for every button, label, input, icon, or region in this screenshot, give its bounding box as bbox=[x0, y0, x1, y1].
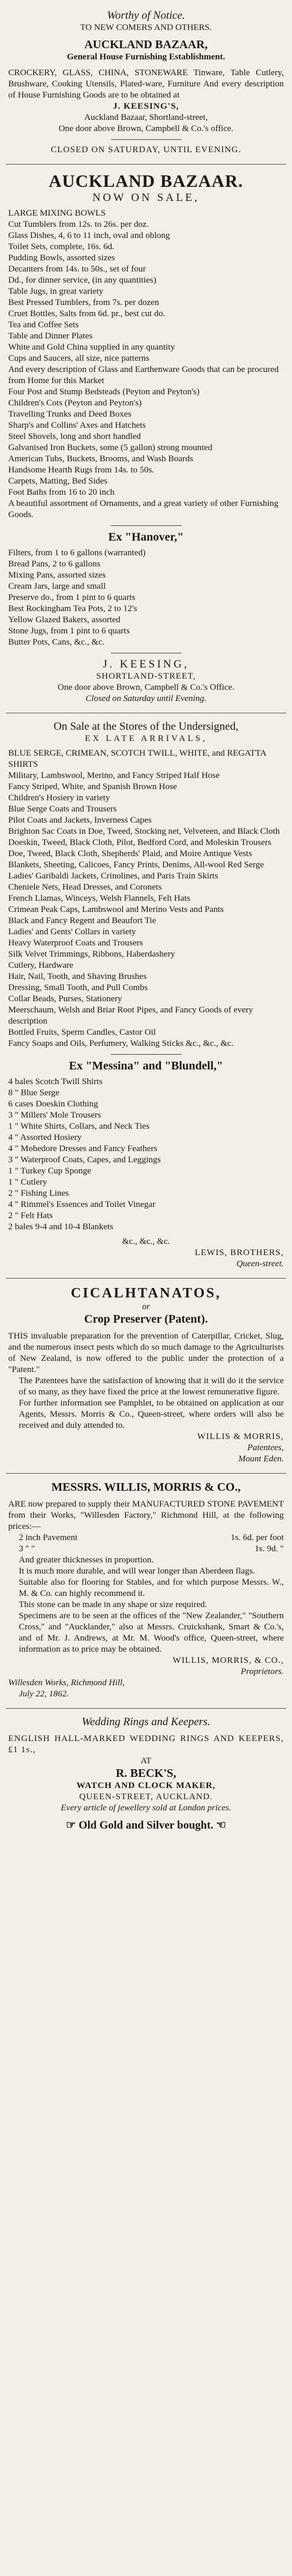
ship-heading: Ex "Messina" and "Blundell," bbox=[69, 1059, 223, 1072]
advert-body-3: For further information see Pamphlet, to be obtained on application at our Agents, Messrs. Morris & Co., Queen-street, where orders will also be received and duly attended to. bbox=[19, 1398, 284, 1430]
advert-crop-preserver bbox=[6, 1279, 286, 1474]
footer-notice: ☞ Old Gold and Silver bought. ☜ bbox=[66, 1819, 226, 1832]
list-item: Cut Tumblers from 12s. to 26s. per doz. bbox=[8, 220, 149, 229]
hanover-goods-list bbox=[8, 548, 284, 648]
list-item: BLUE SERGE, CRIMEAN, SCOTCH TWILL, WHITE, and REGATTA SHIRTS bbox=[8, 749, 266, 769]
advert-auckland-bazaar bbox=[6, 165, 286, 713]
goods-list bbox=[8, 208, 284, 521]
list-item: Children's Hosiery in variety bbox=[8, 793, 110, 803]
etc-line: &c., &c., &c. bbox=[122, 1237, 170, 1246]
business-name: AUCKLAND BAZAAR, bbox=[84, 38, 208, 51]
list-item: Yellow Glazed Bakers, assorted bbox=[8, 615, 120, 625]
goods-list bbox=[8, 748, 284, 1049]
signer-name: WILLIS, MORRIS, & CO., bbox=[172, 1656, 284, 1665]
closing-notice: Closed on Saturday until Evening. bbox=[85, 694, 207, 703]
price-note: And greater thicknesses in proportion. bbox=[19, 1555, 154, 1565]
list-item: Sharp's and Collins' Axes and Hatchets bbox=[8, 421, 146, 430]
list-item: Blankets, Sheeting, Calicoes, Fancy Prints, Denims, All-wool Red Serge bbox=[8, 860, 264, 870]
advert-intro: On Sale at the Stores of the Undersigned, bbox=[53, 720, 239, 733]
proprietor-name: J. KEESING'S, bbox=[113, 102, 179, 111]
advert-body-4: This stone can be made in any shape or size required. bbox=[19, 1600, 207, 1609]
proprietor-name: J. KEESING, bbox=[103, 658, 189, 670]
divider bbox=[111, 139, 182, 140]
list-item: 1 " Cutlery bbox=[8, 1178, 48, 1187]
newspaper-column bbox=[6, 0, 286, 1840]
list-item: 1 " Turkey Cup Sponge bbox=[8, 1166, 92, 1176]
business-name: MESSRS. WILLIS, MORRIS & CO., bbox=[51, 1481, 241, 1494]
list-item: 8 " Blue Serge bbox=[8, 1088, 60, 1098]
signer-place: Queen-street. bbox=[236, 1259, 284, 1269]
list-item: Ladies' Garibaldi Jackets, Crinolines, and Paris Train Skirts bbox=[8, 871, 219, 881]
advert-body-2: It is much more durable, and will wear longer than Aberdeen flags. bbox=[19, 1567, 255, 1576]
list-item: Fancy Striped, White, and Spanish Brown Hose bbox=[8, 782, 177, 791]
signer-place: Mount Eden. bbox=[238, 1454, 284, 1464]
at-text: AT bbox=[140, 1756, 152, 1766]
list-item: Tea and Coffee Sets bbox=[8, 320, 79, 330]
plate-note: Every article of jewellery sold at London prices. bbox=[61, 1803, 231, 1813]
list-item: 2 " Fishing Lines bbox=[8, 1189, 69, 1198]
business-name: AUCKLAND BAZAAR. bbox=[48, 172, 243, 191]
list-item: Table Jugs, in great variety bbox=[8, 287, 103, 296]
list-item: Pilot Coats and Jackets, Inverness Capes bbox=[8, 816, 152, 825]
signer-name: WILLIS & MORRIS, bbox=[197, 1432, 284, 1441]
price-row bbox=[8, 1532, 284, 1544]
or-text: or bbox=[142, 1302, 150, 1312]
list-item: 6 cases Doeskin Clothing bbox=[8, 1099, 98, 1109]
list-item: Doeskin, Tweed, Black Cloth, Pilot, Bedford Cord, and Moleskin Trousers bbox=[8, 838, 271, 847]
signer-name: LEWIS, BROTHERS, bbox=[194, 1248, 284, 1257]
list-item: Best Rockingham Tea Pots, 2 to 12's bbox=[8, 604, 137, 613]
list-item: Preserve do., from 1 pint to 6 quarts bbox=[8, 593, 136, 602]
list-item: Butter Pots, Cans, &c., &c. bbox=[8, 638, 105, 647]
advert-worthy-of-notice bbox=[6, 2, 286, 165]
advert-title: Wedding Rings and Keepers. bbox=[82, 1716, 210, 1728]
list-item: Dressing, Small Tooth, and Pull Combs bbox=[8, 983, 148, 992]
advert-title: Worthy of Notice. bbox=[107, 9, 185, 22]
list-item: Military, Lambswool, Merino, and Fancy Striped Half Hose bbox=[8, 771, 220, 780]
list-item: LARGE MIXING BOWLS bbox=[8, 209, 106, 218]
list-item: Steel Shovels, long and short handled bbox=[8, 432, 141, 441]
closing-notice: CLOSED ON SATURDAY, UNTIL EVENING. bbox=[51, 145, 241, 155]
list-item: White and Gold China supplied in any quantity bbox=[8, 343, 175, 352]
advert-body: ARE now prepared to supply their MANUFACTURED STONE PAVEMENT from their Works, "Willesden Factory," Richmond Hill, at the following prices:— bbox=[8, 1500, 284, 1531]
divider bbox=[111, 1054, 182, 1055]
on-sale-heading: NOW ON SALE, bbox=[92, 192, 200, 204]
works-address: Willesden Works, Richmond Hill, bbox=[8, 1678, 125, 1688]
list-item: Collar Beads, Purses, Stationery bbox=[8, 994, 122, 1004]
list-item: Decanters from 14s. to 50s., set of four bbox=[8, 264, 146, 274]
list-item: Cruet Bottles, Salts from 6d. pr., best cut do. bbox=[8, 309, 166, 318]
list-item: Blue Serge Coats and Trousers bbox=[8, 804, 117, 814]
list-item: Ladies' and Gents' Collars in variety bbox=[8, 927, 136, 937]
list-item: 4 bales Scotch Twill Shirts bbox=[8, 1077, 103, 1086]
list-item: Bottled Fruits, Sperm Candles, Castor Oil bbox=[8, 1028, 156, 1037]
advert-body-3: Suitable also for flooring for Stables, and for which purpose Messrs. W., M. & Co. can highly recommend it. bbox=[19, 1578, 284, 1598]
list-item: Brighton Sac Coats in Doe, Tweed, Stocking net, Velveteen, and Black Cloth bbox=[8, 827, 280, 836]
list-item: Bread Pans, 2 to 6 gallons bbox=[8, 559, 100, 569]
list-item: Dd., for dinner service, (in any quantities) bbox=[8, 276, 157, 285]
advert-subtitle: TO NEW COMERS AND OTHERS. bbox=[80, 23, 212, 32]
list-item: Silk Velvet Trimmings, Ribbons, Haberdashery bbox=[8, 950, 175, 959]
address-line-2: One door above Brown, Campbell & Co.'s office. bbox=[58, 124, 234, 133]
price-row bbox=[8, 1544, 284, 1555]
list-item: Children's Cots (Peyton and Peyton's) bbox=[8, 398, 142, 408]
list-item: Carpets, Matting, Bed Sides bbox=[8, 477, 108, 486]
advert-lewis-brothers bbox=[6, 713, 286, 1279]
list-item: Handsome Hearth Rugs from 14s. to 50s. bbox=[8, 465, 155, 475]
shipment-list bbox=[8, 1076, 284, 1233]
advert-body: ENGLISH HALL-MARKED WEDDING RINGS AND KEEPERS, £1 1s., bbox=[8, 1734, 284, 1755]
address-line-1: Auckland Bazaar, Shortland-street, bbox=[84, 113, 208, 122]
list-item: Mixing Pans, assorted sizes bbox=[8, 571, 106, 580]
list-item: 3 " Waterproof Coats, Capes, and Leggings bbox=[8, 1155, 161, 1165]
list-item: 2 " Felt Hats bbox=[8, 1211, 53, 1220]
list-item: Galvanised Iron Buckets, some (5 gallon) strong mounted bbox=[8, 443, 213, 452]
price-item: 3 " " bbox=[19, 1544, 35, 1554]
list-item: Cheniele Nets, Head Dresses, and Coronets bbox=[8, 883, 162, 892]
list-item: 2 bales 9-4 and 10-4 Blankets bbox=[8, 1222, 113, 1232]
price-value: 1s. 9d. " bbox=[254, 1544, 284, 1554]
signer-role: Patentees, bbox=[247, 1443, 284, 1453]
list-item: Best Pressed Tumblers, from 7s. per dozen bbox=[8, 298, 159, 307]
list-item: Meerschaum, Welsh and Briar Root Pipes, and Fancy Goods of every description bbox=[8, 1005, 253, 1026]
list-item: Foot Baths from 16 to 20 inch bbox=[8, 488, 115, 497]
address-line: One door above Brown, Campbell & Co.'s Office. bbox=[58, 683, 234, 692]
list-item: 4 " Mohedore Dresses and Fancy Feathers bbox=[8, 1144, 157, 1153]
list-item: Cream Jars, large and small bbox=[8, 582, 106, 591]
list-item: Cutlery, Hardware bbox=[8, 961, 73, 970]
list-item: Filters, from 1 to 6 gallons (warranted) bbox=[8, 548, 146, 558]
business-tagline: General House Furnishing Establishment. bbox=[66, 52, 226, 62]
list-item: Glass Dishes, 4, 6 to 11 inch, oval and oblong bbox=[8, 231, 170, 240]
list-item: Cups and Saucers, all size, nice patterns bbox=[8, 354, 149, 363]
advert-body: CROCKERY, GLASS, CHINA, STONEWARE Tinware, Table Cutlery, Brushware, Cooking Utensils, Plated-ware, Furniture And every description of House Furnishing Goods are to be obtained at bbox=[8, 68, 284, 100]
ship-heading: Ex "Hanover," bbox=[108, 531, 184, 544]
list-item: Doe, Tweed, Black Cloth, Shepherds' Plaid, and Moire Antique Vests bbox=[8, 849, 252, 858]
price-value: 1s. 6d. per foot bbox=[230, 1533, 284, 1542]
advert-wedding-rings bbox=[6, 1709, 286, 1840]
arrivals-heading: EX LATE ARRIVALS, bbox=[85, 734, 207, 743]
list-item: Toilet Sets, complete, 16s. 6d. bbox=[8, 242, 115, 251]
price-item: 2 inch Pavement bbox=[19, 1533, 78, 1542]
business-name: R. BECK'S, bbox=[116, 1767, 176, 1780]
list-item: Hair, Nail, Tooth, and Shaving Brushes bbox=[8, 972, 147, 981]
business-trade: WATCH AND CLOCK MAKER, bbox=[76, 1781, 216, 1790]
advert-body-2: The Patentees have the satisfaction of knowing that it will do it the service of so many, as they have fixed the price at the lowest remunerative figure. bbox=[19, 1376, 284, 1397]
list-item: 4 " Assorted Hosiery bbox=[8, 1133, 82, 1142]
list-item: Stone Jugs, from 1 pint to 6 quarts bbox=[8, 626, 130, 636]
list-item: Black and Fancy Regent and Beaufort Tie bbox=[8, 916, 156, 925]
advert-stone-pavement bbox=[6, 1474, 286, 1709]
list-item: French Llamas, Winceys, Welsh Flannels, Felt Hats bbox=[8, 894, 190, 903]
list-item: Heavy Waterproof Coats and Trousers bbox=[8, 938, 143, 948]
list-item: 4 " Rimmel's Essences and Toilet Vinegar bbox=[8, 1200, 156, 1209]
street-name: SHORTLAND-STREET, bbox=[96, 672, 196, 681]
list-item: Pudding Bowls, assorted sizes bbox=[8, 253, 115, 263]
list-item: 3 " Millers' Mole Trousers bbox=[8, 1111, 102, 1120]
list-item: Four Post and Stump Bedsteads (Peyton and Peyton's) bbox=[8, 387, 200, 397]
list-item: A beautiful assortment of Ornaments, and a great variety of other Furnishing Goods. bbox=[8, 499, 278, 519]
list-item: American Tubs, Buckets, Brooms, and Wash Boards bbox=[8, 454, 193, 464]
product-subtitle: Crop Preserver (Patent). bbox=[84, 1313, 208, 1326]
list-item: Fancy Soaps and Oils, Perfumery, Walking Sticks &c., &c., &c. bbox=[8, 1039, 234, 1048]
divider bbox=[111, 525, 182, 526]
list-item: Travelling Trunks and Deed Boxes bbox=[8, 410, 132, 419]
advert-date: July 22, 1862. bbox=[19, 1689, 69, 1699]
product-name: CICALHTANATOS, bbox=[71, 1286, 221, 1301]
list-item: Crimean Peak Caps, Lambswool and Merino Vests and Pants bbox=[8, 905, 224, 914]
signer-role: Proprietors. bbox=[240, 1667, 284, 1676]
list-item: Table and Dinner Plates bbox=[8, 331, 93, 341]
advert-body-5: Specimens are to be seen at the offices of the "New Zealander," "Southern Cross," and "Aucklander," also at Messrs. Cruickshank, Smart & Co.'s, and of Mr. J. Andrews, at Mr. M. Wood's office, Queen-street, where information as to price may be obtained. bbox=[19, 1611, 284, 1654]
business-address: QUEEN-STREET, AUCKLAND. bbox=[79, 1792, 213, 1802]
list-item: And every description of Glass and Earthenware Goods that can be procured from Home for this Market bbox=[8, 365, 279, 385]
advert-body: THIS invaluable preparation for the prevention of Caterpillar, Cricket, Slug, and the numerous insect pests which do so much damage to the Agriculturists of New Zealand, is now offered to the public under the protection of a "Patent." bbox=[8, 1331, 284, 1374]
list-item: 1 " White Shirts, Collars, and Neck Ties bbox=[8, 1122, 150, 1131]
